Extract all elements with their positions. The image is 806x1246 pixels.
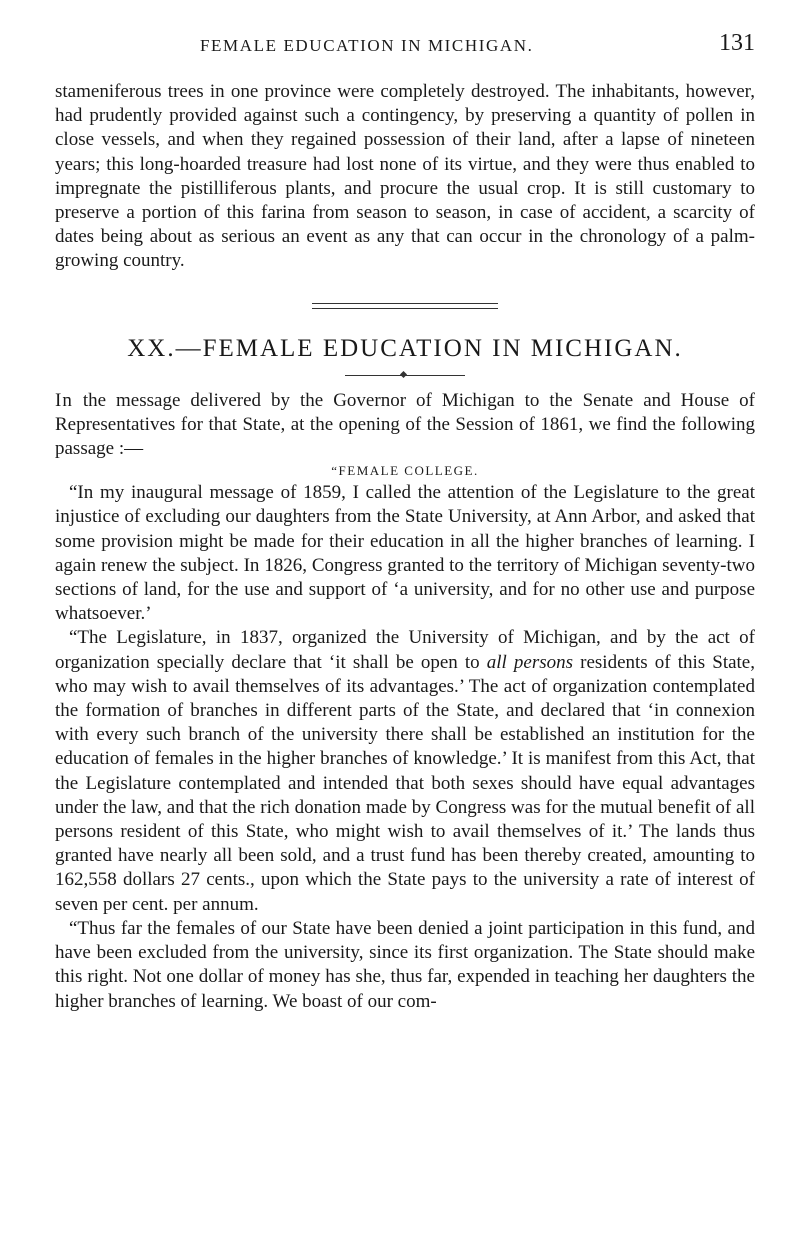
paragraph-2-italic: all persons (486, 651, 574, 673)
opening-paragraph: stameniferous trees in one province were completely destroyed. The inhabitants, however, had prudently provided against such a contingency, by preserving a quantity of pollen in close vessels, and when they regained possession of their land, after a lapse of nineteen years; this long-hoarded treasure had lost none of its virtue, and they were thus enabled to impregnate the pistilliferous plants, and procure the usual crop. It is still customary to preserve a portion of this farina from season to season, in case of accident, a scarcity of dates being about as serious an event as any that can occur in the chronology of a palm-growing country. (55, 81, 755, 272)
paragraph-2-before: “The Legislature, in 1837, organized the University of Michigan, and by the act of organization specially declare that ‘it shall be open to (55, 627, 755, 673)
quote-paragraph-2 (55, 626, 755, 916)
paragraph-2-after: residents of this State, who may wish to avail themselves of its advantages.’ The act of organization contemplated the formation of branches in different parts of the State, and declared that ‘in connexion with every such branch of the university there shall be established an institution for the education of females in the higher branches of knowledge.’ It is manifest from this Act, that the Legislature contemplated and intended that both sexes should have equal advantages under the law, and that the rich donation made by Congress was for the mutual benefit of all persons resident of this State, who might wish to avail themselves of it.’ The lands thus granted have nearly all been sold, and a trust fund has been thereby created, amounting to 162,558 dollars 27 cents., upon which the State pays to the university a rate of interest of seven per cent. per annum. (55, 651, 755, 915)
section-divider (312, 303, 498, 309)
intro-first-word: In (55, 389, 73, 411)
book-page (55, 28, 755, 1014)
quote-subheading: “FEMALE COLLEGE. (331, 463, 479, 479)
running-header (55, 28, 755, 68)
divider-rule-top (312, 303, 498, 304)
running-title: FEMALE EDUCATION IN MICHIGAN. (200, 36, 534, 55)
section-intro (55, 389, 755, 462)
intro-text: the message delivered by the Governor of Michigan to the Senate and House of Representatives for that State, at the opening of the Session of 1861, we find the following passage :— (55, 389, 755, 460)
title-ornament (345, 369, 465, 381)
quote-paragraph-1: “In my inaugural message of 1859, I called the attention of the Legislature to the great injustice of excluding our daughters from the State University, at Ann Arbor, and asked that some provision might be made for their education in all the higher branches of learning. I again renew the subject. In 1826, Congress granted to the territory of Michigan seventy-two sections of land, for the use and support of ‘a university, and for no other use and purpose whatsoever.’ (55, 482, 755, 625)
page-number: 131 (719, 30, 755, 56)
divider-rule-bottom (312, 308, 498, 309)
quote-paragraph-3: “Thus far the females of our State have been denied a joint participation in this fund, and have been excluded from the university, since its first organization. The State should make this right. Not one dollar of money has she, thus far, expended in teaching her daughters the higher branches of learning. We boast of our com- (55, 917, 755, 1012)
section-title: XX.—FEMALE EDUCATION IN MICHIGAN. (127, 334, 683, 362)
